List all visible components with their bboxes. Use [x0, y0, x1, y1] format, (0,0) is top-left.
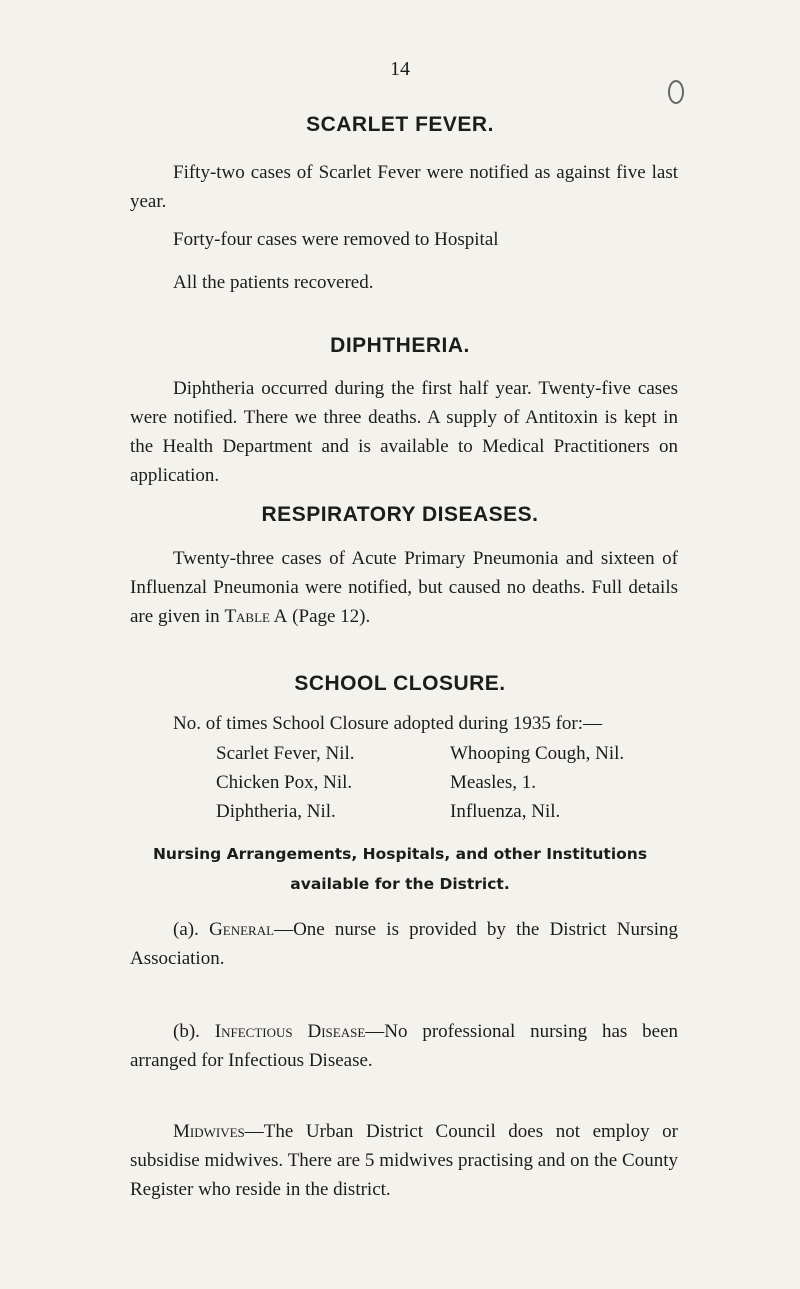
scarlet-removed-line: Forty-four cases were removed to Hospital	[173, 229, 499, 250]
item-label: (b).	[173, 1021, 200, 1042]
list-item: Measles, 1.	[450, 772, 537, 793]
list-item: Diphtheria, Nil.	[216, 801, 336, 822]
nursing-heading-line2: available for the District.	[290, 875, 510, 893]
respiratory-text-start: Twenty-three cases of Acute Primary Pneumonia and sixteen of Influenzal Pneumonia were notified, but caused no deaths. Full details are given in	[130, 548, 678, 627]
school-closure-right-list	[450, 739, 624, 826]
list-item: Whooping Cough, Nil.	[450, 743, 625, 764]
nursing-heading-line1: Nursing Arrangements, Hospitals, and other Institutions	[152, 845, 648, 863]
page-number: 14	[390, 58, 410, 80]
scarlet-recovered-line: All the patients recovered.	[173, 272, 374, 293]
list-item: Scarlet Fever, Nil.	[216, 743, 355, 764]
respiratory-text-end: (Page 12).	[287, 606, 371, 627]
infectious-text: —No professional nursing has been arranged for Infectious Disease.	[130, 1021, 679, 1071]
item-label: (a).	[173, 919, 199, 940]
list-item: Influenza, Nil.	[450, 801, 561, 822]
diphtheria-paragraph: Diphtheria occurred during the first half year. Twenty-five cases were notified. There we three deaths. A supply of Antitoxin is kept in the Health Department and is available to Medical Practitioners on application.	[130, 378, 678, 486]
circle-mark-icon	[668, 80, 684, 104]
list-item: Chicken Pox, Nil.	[216, 772, 353, 793]
diphtheria-heading: DIPHTHERIA.	[330, 334, 470, 357]
scarlet-fever-heading: SCARLET FEVER.	[306, 113, 494, 136]
nursing-general-paragraph	[130, 915, 678, 973]
respiratory-heading: RESPIRATORY DISEASES.	[261, 503, 539, 526]
general-text: —One nurse is provided by the District Nursing Association.	[130, 919, 678, 969]
nursing-infectious-paragraph	[130, 1017, 678, 1075]
midwives-text: —The Urban District Council does not employ or subsidise midwives. There are 5 midwives practising and on the County Register who reside in the district.	[130, 1121, 678, 1200]
school-closure-heading: SCHOOL CLOSURE.	[294, 672, 506, 695]
infectious-term: Infectious Disease	[214, 1021, 366, 1042]
school-closure-intro: No. of times School Closure adopted during 1935 for:—	[173, 713, 603, 734]
general-term: General	[209, 919, 275, 940]
school-closure-left-list	[216, 739, 355, 826]
scarlet-fever-paragraph: Fifty-two cases of Scarlet Fever were notified as against five last year.	[130, 162, 678, 212]
table-a-reference: Table A	[224, 606, 288, 627]
respiratory-paragraph	[130, 544, 678, 631]
midwives-term: Midwives	[173, 1121, 245, 1142]
midwives-paragraph	[130, 1117, 678, 1204]
